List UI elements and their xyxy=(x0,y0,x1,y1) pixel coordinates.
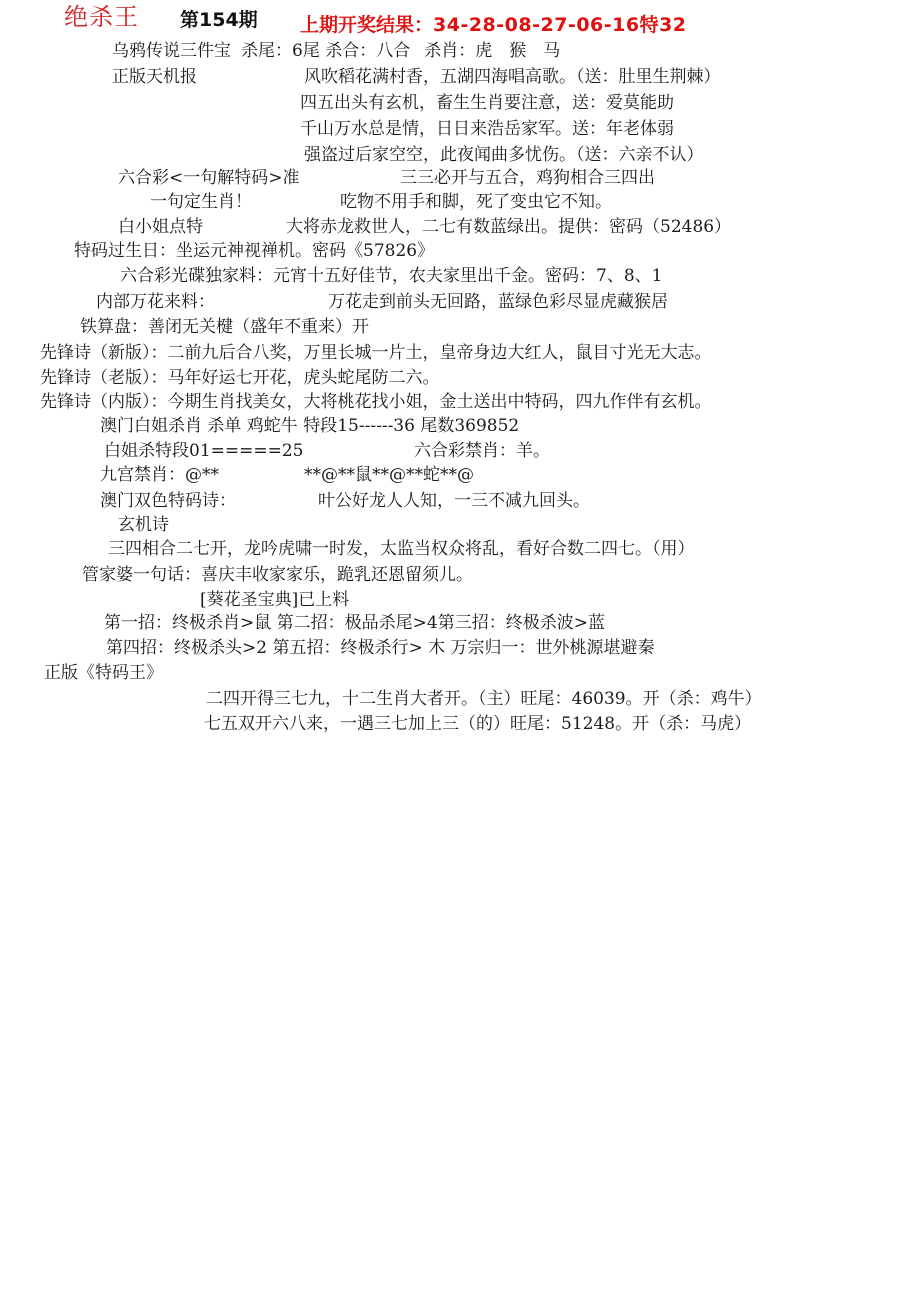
issue-number: 第154期 xyxy=(180,9,258,31)
crow-line xyxy=(112,40,560,62)
macau-color-label: 澳门双色特码诗： xyxy=(100,491,236,511)
forbidden-zodiac: 六合彩禁肖：羊。 xyxy=(414,441,550,461)
wanhua-label: 内部万花来料： xyxy=(96,292,215,312)
guanjia-line: 管家婆一句话：喜庆丰收家家乐，跪乳还恩留须儿。 xyxy=(82,565,473,585)
zhao-line-1: 第一招：终极杀肖>鼠 第二招：极品杀尾>4第三招：终极杀波>蓝 xyxy=(104,613,605,633)
zhao-line-2: 第四招：终极杀头>2 第五招：终极杀行> 木 万宗归一：世外桃源堪避秦 xyxy=(106,638,655,658)
last-result-numbers: 34-28-08-27-06-16特32 xyxy=(433,14,687,36)
poem-new: 先锋诗（新版）：二前九后合八奖，万里长城一片土，皇帝身边大红人，鼠目寸光无大志。 xyxy=(40,343,712,363)
jiema-label: 六合彩<一句解特码>准 xyxy=(118,168,300,188)
jiugong-line: 九宫禁肖：@** **@**鼠**@**蛇**@ xyxy=(100,465,474,485)
bai-label: 白小姐点特 xyxy=(118,217,203,237)
temawang-line-1: 二四开得三七九，十二生肖大者开。（主）旺尾：46039。开（杀：鸡牛） xyxy=(206,689,762,709)
macau-bai-line: 澳门白姐杀肖 杀单 鸡蛇牛 特段15------36 尾数369852 xyxy=(100,416,520,436)
tianji-line-1: 风吹稻花满村香，五湖四海唱高歌。（送：肚里生荆棘） xyxy=(304,67,721,87)
bai-kill-line: 白姐杀特段01=====25 xyxy=(104,441,304,461)
poem-old: 先锋诗（老版）：马年好运七开花，虎头蛇尾防二六。 xyxy=(40,368,440,388)
temawang-label: 正版《特码王》 xyxy=(44,663,163,683)
cd-line: 六合彩光碟独家料：元宵十五好佳节，农夫家里出千金。密码：7、8、1 xyxy=(120,266,663,286)
dingshengxiao-text: 吃物不用手和脚，死了变虫它不知。 xyxy=(340,192,612,212)
tianji-line-3: 千山万水总是情，日日来浩岳家军。送：年老体弱 xyxy=(300,119,674,139)
kuihua-title: [葵花圣宝典]已上料 xyxy=(200,590,350,610)
tianji-line-2: 四五出头有玄机，畜生生肖要注意，送：爱莫能助 xyxy=(300,93,674,113)
jiema-text: 三三必开与五合，鸡狗相合三四出 xyxy=(400,168,655,188)
crow-title: 乌鸦传说三件宝 xyxy=(112,41,231,61)
crow-kill-zodiac: 杀肖：虎 猴 马 xyxy=(424,41,561,61)
crow-kill-tail: 杀尾：6尾 杀合：八合 xyxy=(241,41,411,61)
tianji-label: 正版天机报 xyxy=(112,67,197,87)
temawang-line-2: 七五双开六八来，一遇三七加上三（的）旺尾：51248。开（杀：马虎） xyxy=(204,714,752,734)
dingshengxiao-label: 一句定生肖！ xyxy=(150,192,252,212)
brand-title: 绝杀王 xyxy=(64,3,139,31)
xuanji-text: 三四相合二七开，龙吟虎啸一时发，太监当权众将乱，看好合数二四七。（用） xyxy=(108,539,695,559)
birthday-line: 特码过生日：坐运元神视禅机。密码《57826》 xyxy=(74,241,435,261)
last-result-label: 上期开奖结果： xyxy=(300,14,434,36)
bai-text: 大将赤龙救世人，二七有数蓝绿出。提供：密码（52486） xyxy=(286,217,732,237)
poem-inner: 先锋诗（内版）：今期生肖找美女，大将桃花找小姐，金土送出中特码，四九作伴有玄机。 xyxy=(40,392,712,412)
tiesuanpan-line: 铁算盘：善闭无关楗（盛年不重来）开 xyxy=(80,317,369,337)
xuanji-title: 玄机诗 xyxy=(118,515,169,535)
tianji-line-4: 强盗过后家空空，此夜闻曲多忧伤。（送：六亲不认） xyxy=(304,145,704,165)
wanhua-text: 万花走到前头无回路，蓝绿色彩尽显虎藏猴居 xyxy=(328,292,668,312)
last-result xyxy=(300,13,687,37)
macau-color-text: 叶公好龙人人知，一三不减九回头。 xyxy=(318,491,590,511)
